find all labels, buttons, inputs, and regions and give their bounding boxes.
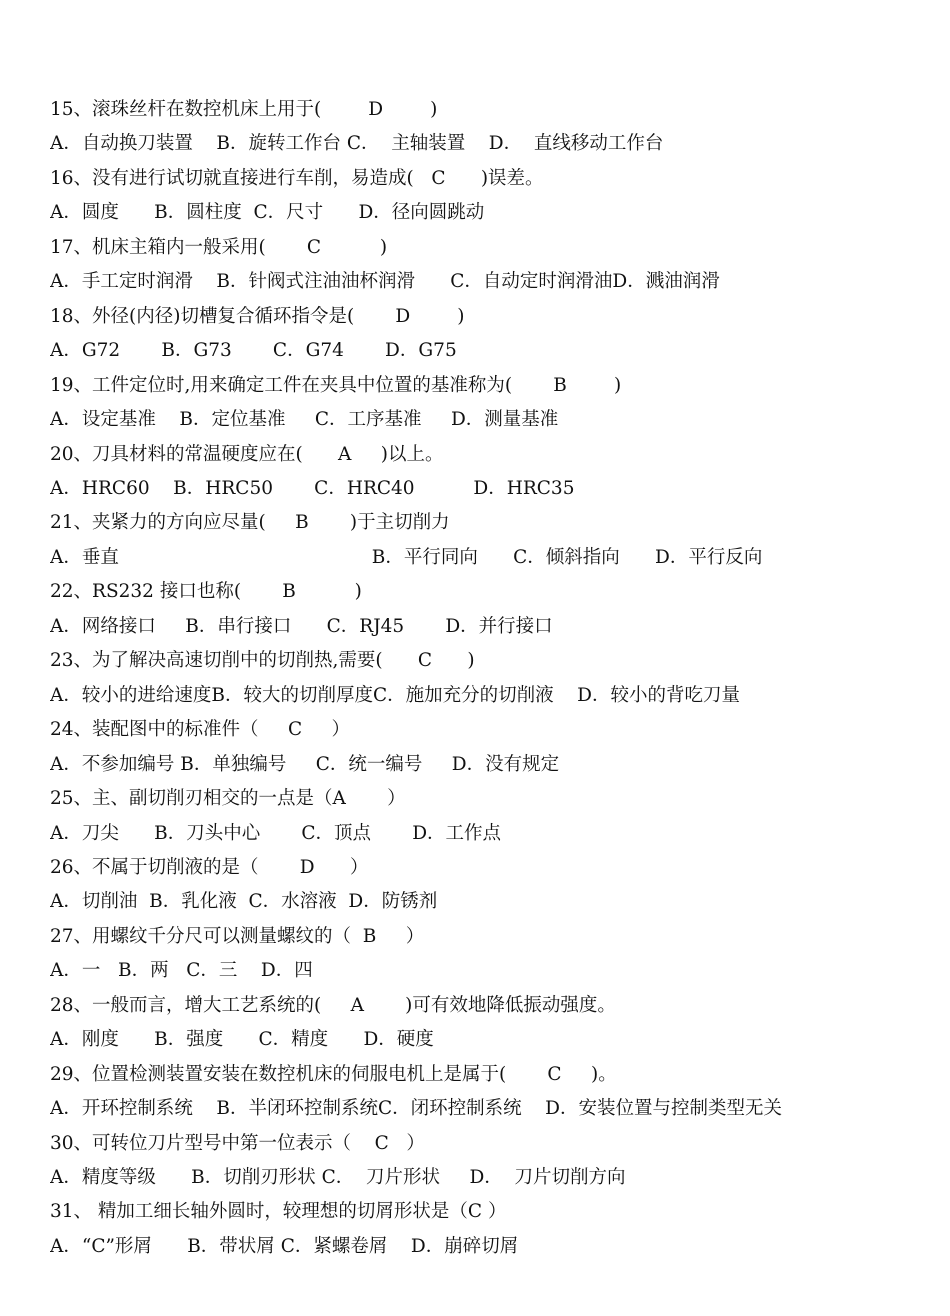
answer-options: A．手工定时润滑 B．针阀式注油油杯润滑 C．自动定时润滑油D．溅油润滑 [50, 271, 720, 293]
question-text: 31、 精加工细长轴外圆时，较理想的切屑形状是（C ） [50, 1201, 507, 1223]
answer-options: A．垂直 B．平行同向 C．倾斜指向 D．平行反向 [50, 546, 763, 568]
answer-options: A．自动换刀装置 B．旋转工作台 C． 主轴装置 D． 直线移动工作台 [50, 133, 664, 155]
answer-options: A．刚度 B．强度 C．精度 D．硬度 [50, 1029, 434, 1051]
question-text: 21、夹紧力的方向应尽量( B )于主切削力 [50, 512, 450, 534]
question-text: 29、位置检测装置安装在数控机床的伺服电机上是属于( C )。 [50, 1063, 617, 1085]
question-text: 28、一般而言，增大工艺系统的( A )可有效地降低振动强度。 [50, 994, 616, 1016]
answer-options: A．G72 B．G73 C．G74 D．G75 [50, 340, 457, 362]
answer-options: A．精度等级 B．切削刃形状 C． 刀片形状 D． 刀片切削方向 [50, 1167, 626, 1188]
answer-options: A．切削油 B．乳化液 C．水溶液 D．防锈剂 [50, 891, 438, 913]
question-text: 16、没有进行试切就直接进行车削，易造成( C )误差。 [50, 167, 544, 189]
answer-options: A．圆度 B．圆柱度 C．尺寸 D．径向圆跳动 [50, 202, 485, 224]
question-text: 19、工件定位时,用来确定工件在夹具中位置的基准称为( B ) [50, 374, 622, 396]
answer-options: A．“C”形屑 B．带状屑 C．紧螺卷屑 D．崩碎切屑 [50, 1235, 519, 1257]
answer-options: A．较小的进给速度B．较大的切削厚度C．施加充分的切削液 D．较小的背吃刀量 [50, 684, 740, 706]
answer-options: A．一 B．两 C．三 D．四 [50, 960, 313, 982]
answer-options: A．网络接口 B．串行接口 C．RJ45 D．并行接口 [50, 615, 553, 637]
question-text: 20、刀具材料的常温硬度应在( A )以上。 [50, 443, 444, 465]
question-text: 30、可转位刀片型号中第一位表示（ C ） [50, 1132, 425, 1154]
question-text: 18、外径(内径)切槽复合循环指令是( D ) [50, 305, 465, 327]
answer-options: A．开环控制系统 B．半闭环控制系统C．闭环控制系统 D．安装位置与控制类型无关 [50, 1098, 782, 1120]
question-text: 25、主、副切削刃相交的一点是（A ） [50, 788, 406, 809]
answer-options: A．设定基准 B．定位基准 C．工序基准 D．测量基准 [50, 409, 559, 431]
question-text: 17、机床主箱内一般采用( C ) [50, 236, 388, 258]
answer-options: A．不参加编号 B．单独编号 C．统一编号 D．没有规定 [50, 753, 560, 775]
question-text: 26、不属于切削液的是（ D ） [50, 856, 369, 878]
question-text: 27、用螺纹千分尺可以测量螺纹的（ B ） [50, 925, 425, 947]
question-text: 22、RS232 接口也称( B ) [50, 581, 362, 603]
question-text: 24、装配图中的标准件（ C ） [50, 719, 351, 741]
question-text: 23、为了解决高速切削中的切削热,需要( C ) [50, 650, 475, 672]
question-text: 15、滚珠丝杆在数控机床上用于( D ) [50, 99, 438, 120]
answer-options: A．HRC60 B．HRC50 C．HRC40 D．HRC35 [50, 478, 575, 499]
answer-options: A．刀尖 B．刀头中心 C．顶点 D．工作点 [50, 822, 502, 844]
